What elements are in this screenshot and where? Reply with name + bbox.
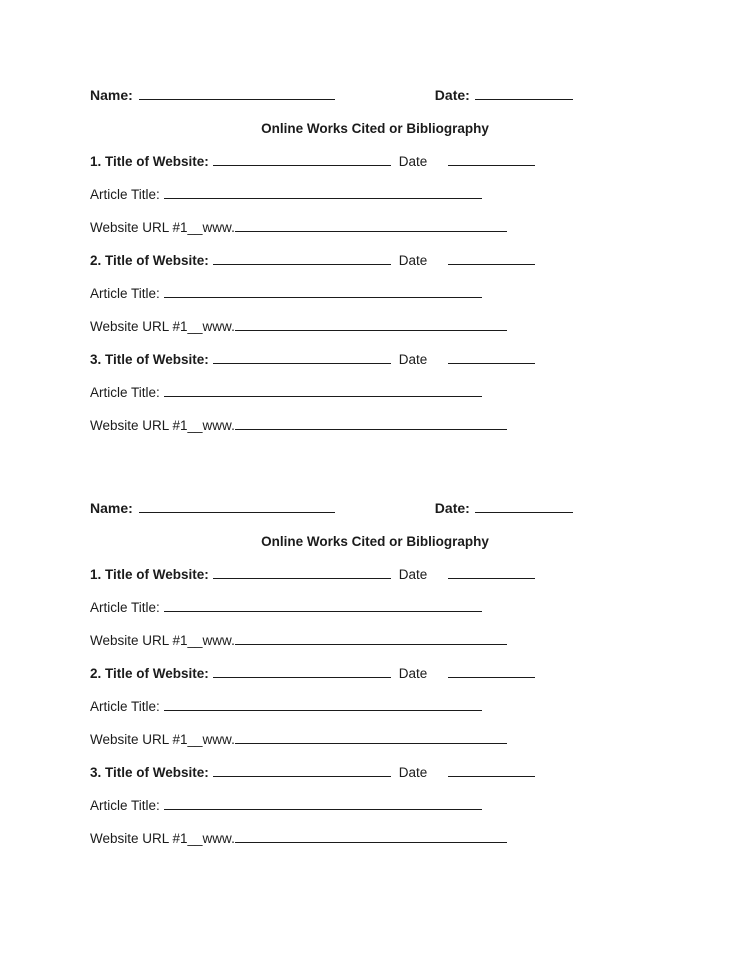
entry-date-blank: [448, 664, 535, 678]
form-title: Online Works Cited or Bibliography: [261, 121, 489, 136]
article-title-blank: [164, 383, 482, 397]
form-title: Online Works Cited or Bibliography: [261, 534, 489, 549]
website-title-blank: [213, 664, 391, 678]
form-section-2: [90, 499, 660, 848]
date-group: [435, 87, 573, 103]
entry-title-row: [90, 251, 660, 270]
name-date-row: [90, 499, 660, 518]
date-label: Date:: [434, 500, 470, 516]
website-title-label: 2. Title of Website:: [90, 253, 209, 268]
entry-date-blank: [448, 565, 535, 579]
article-title-label: Article Title:: [90, 699, 160, 714]
entry-title-row: [90, 350, 660, 369]
article-title-label: Article Title:: [90, 385, 160, 400]
article-title-blank: [164, 284, 482, 298]
date-blank: [475, 499, 573, 513]
article-title-label: Article Title:: [90, 798, 160, 813]
name-date-row: [90, 86, 660, 105]
article-title-row: [90, 598, 660, 617]
website-title-blank: [213, 152, 391, 166]
url-row: [90, 631, 660, 650]
article-title-label: Article Title:: [90, 600, 160, 615]
url-blank: [235, 631, 507, 645]
entry-title-row: [90, 152, 660, 171]
article-title-blank: [164, 185, 482, 199]
article-title-blank: [164, 598, 482, 612]
url-label: Website URL #1__www.: [90, 418, 235, 433]
name-blank: [139, 499, 335, 513]
url-blank: [235, 416, 507, 430]
article-title-row: [90, 796, 660, 815]
article-title-label: Article Title:: [90, 187, 160, 202]
date-label: Date:: [434, 87, 470, 103]
website-title-blank: [213, 565, 391, 579]
name-label: Name:: [90, 87, 133, 103]
entry-date-blank: [448, 350, 535, 364]
article-title-blank: [164, 796, 482, 810]
entry-date-label: Date: [398, 567, 428, 582]
website-title-blank: [213, 763, 391, 777]
url-label: Website URL #1__www.: [90, 831, 235, 846]
article-title-row: [90, 697, 660, 716]
date-group: [435, 500, 573, 516]
url-label: Website URL #1__www.: [90, 633, 235, 648]
url-blank: [235, 730, 507, 744]
name-label: Name:: [90, 500, 133, 516]
article-title-row: [90, 383, 660, 402]
article-title-row: [90, 185, 660, 204]
entry-date-label: Date: [398, 666, 428, 681]
url-label: Website URL #1__www.: [90, 732, 235, 747]
entry-title-row: [90, 565, 660, 584]
url-row: [90, 829, 660, 848]
article-title-blank: [164, 697, 482, 711]
website-title-label: 1. Title of Website:: [90, 154, 209, 169]
article-title-label: Article Title:: [90, 286, 160, 301]
url-row: [90, 730, 660, 749]
website-title-label: 3. Title of Website:: [90, 765, 209, 780]
url-label: Website URL #1__www.: [90, 319, 235, 334]
name-blank: [139, 86, 335, 100]
website-title-blank: [213, 350, 391, 364]
form-section-1: [90, 86, 660, 435]
website-title-blank: [213, 251, 391, 265]
url-blank: [235, 317, 507, 331]
entry-date-label: Date: [398, 765, 428, 780]
url-row: [90, 317, 660, 336]
entry-title-row: [90, 763, 660, 782]
date-blank: [475, 86, 573, 100]
entry-date-blank: [448, 152, 535, 166]
entry-date-blank: [448, 763, 535, 777]
website-title-label: 2. Title of Website:: [90, 666, 209, 681]
url-label: Website URL #1__www.: [90, 220, 235, 235]
entry-date-label: Date: [398, 154, 428, 169]
entry-date-label: Date: [398, 253, 428, 268]
website-title-label: 3. Title of Website:: [90, 352, 209, 367]
url-blank: [235, 218, 507, 232]
url-row: [90, 218, 660, 237]
url-row: [90, 416, 660, 435]
url-blank: [235, 829, 507, 843]
entry-date-label: Date: [398, 352, 428, 367]
entry-title-row: [90, 664, 660, 683]
article-title-row: [90, 284, 660, 303]
entry-date-blank: [448, 251, 535, 265]
website-title-label: 1. Title of Website:: [90, 567, 209, 582]
